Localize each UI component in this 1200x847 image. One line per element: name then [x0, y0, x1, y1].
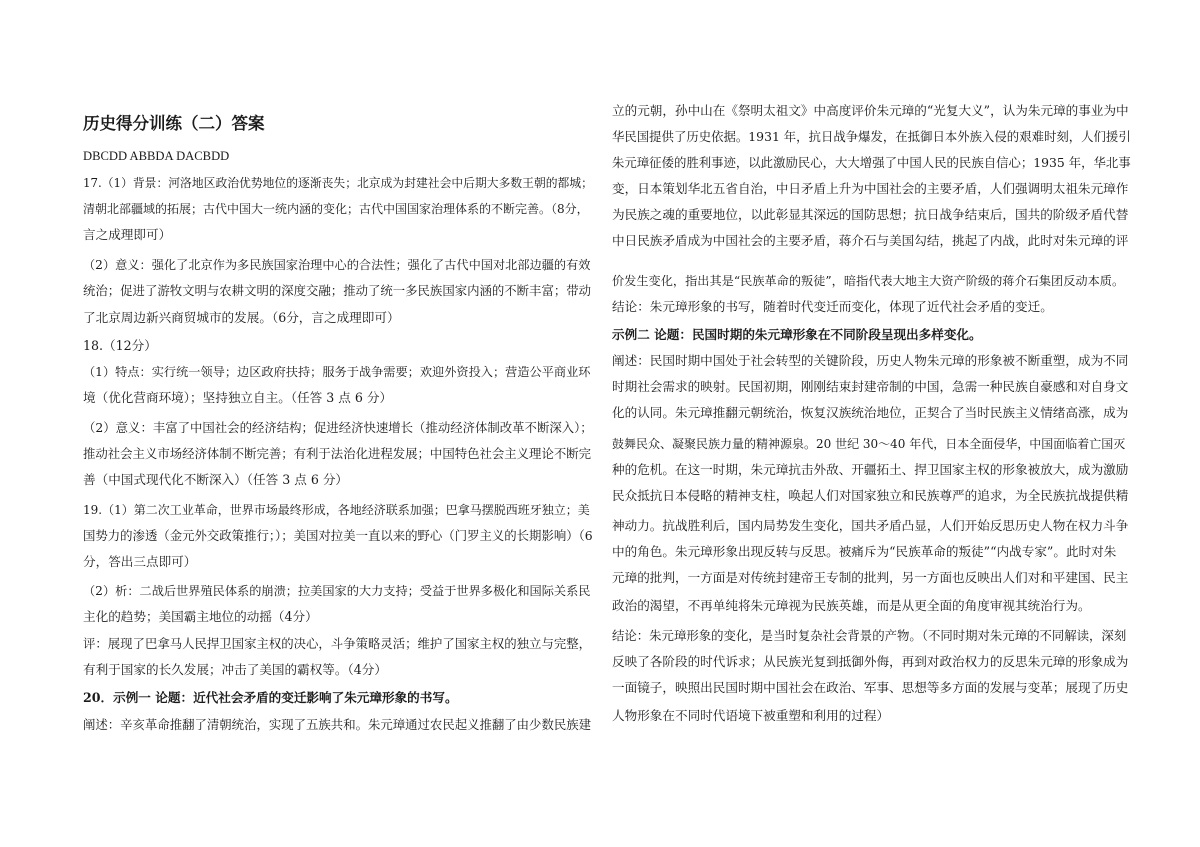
- text-line: （1）特点：实行统一领导；边区政府扶持；服务于战争需要；欢迎外资投入；营造公平商业环: [83, 365, 591, 379]
- text-line: 中的角色。朱元璋形象出现反转与反思。被痛斥为“民族革命的叛徒”“内战专家”。此时对朱: [612, 544, 1117, 559]
- text-line: （2）意义：强化了北京作为多民族国家治理中心的合法性；强化了古代中国对北部边疆的有效: [83, 258, 591, 272]
- text-line: 一面镜子，映照出民国时期中国社会在政治、军事、思想等多方面的发展与变革；展现了历史: [612, 680, 1129, 695]
- text-line: 朱元璋征倭的胜利事迹，以此激励民心，大大增强了中国人民的民族自信心；1935 年，华北事: [612, 155, 1131, 170]
- text-line: 鼓舞民众、凝聚民族力量的精神源泉。20 世纪 30～40 年代，日本全面侵华，中国面临着亡国灭: [612, 437, 1126, 451]
- page-title: 历史得分训练（二）答案: [83, 114, 265, 133]
- text-line: 变，日本策划华北五省自治，中日矛盾上升为中国社会的主要矛盾，人们强调明太祖朱元璋作: [612, 181, 1129, 196]
- text-line: 反映了各阶段的时代诉求；从民族光复到抵御外侮，再到对政治权力的反思朱元璋的形象成为: [612, 654, 1129, 669]
- text-line: 示例二 论题：民国时期的朱元璋形象在不同阶段呈现出多样变化。: [612, 327, 982, 342]
- text-line: 中日民族矛盾成为中国社会的主要矛盾，蒋介石与美国勾结，挑起了内战，此时对朱元璋的评: [612, 233, 1129, 248]
- text-line: 价发生变化，指出其是“民族革命的叛徒”，暗指代表大地主大资产阶级的蒋介石集团反动本质。: [612, 274, 1125, 288]
- text-line: 阐述：民国时期中国处于社会转型的关键阶段，历史人物朱元璋的形象被不断重塑，成为不同: [612, 353, 1129, 368]
- text-line: （2）析：二战后世界殖民体系的崩溃；拉美国家的大力支持；受益于世界多极化和国际关系民: [83, 584, 591, 598]
- text-line: 有利于国家的长久发展；冲击了美国的霸权等。（4分）: [83, 662, 387, 677]
- text-line: 主化的趋势；美国霸主地位的动摇（4分）: [83, 609, 318, 624]
- text-line: 清朝北部疆域的拓展；古代中国大一统内涵的变化；古代中国国家治理体系的不断完善。（8分，: [83, 202, 589, 216]
- text-line: 20．示例一 论题：近代社会矛盾的变迁影响了朱元璋形象的书写。: [83, 690, 458, 705]
- text-line: 18.（12分）: [83, 338, 157, 353]
- text-line: 善（中国式现代化不断深入）（任答 3 点 6 分）: [83, 472, 349, 487]
- text-line: 境（优化营商环境）；坚持独立自主。（任答 3 点 6 分）: [83, 390, 393, 405]
- text-line: 政治的渴望，不再单纯将朱元璋视为民族英雄，而是从更全面的角度审视其统治行为。: [612, 598, 1091, 613]
- text-line: 人物形象在不同时代语境下被重塑和利用的过程）: [612, 708, 890, 723]
- text-line: 神动力。抗战胜利后，国内局势发生变化，国共矛盾凸显，人们开始反思历史人物在权力斗争: [612, 518, 1129, 533]
- text-line: 17.（1）背景：河洛地区政治优势地位的逐渐丧失；北京成为封建社会中后期大多数王朝的都城；: [83, 176, 593, 190]
- text-line: 评：展现了巴拿马人民捍卫国家主权的决心，斗争策略灵活；维护了国家主权的独立与完整，: [83, 636, 592, 651]
- text-line: 化的认同。朱元璋推翻元朝统治，恢复汉族统治地位，正契合了当时民族主义情绪高涨，成为: [612, 405, 1129, 420]
- text-line: 元璋的批判，一方面是对传统封建帝王专制的批判，另一方面也反映出人们对和平建国、民主: [612, 570, 1129, 585]
- text-line: 结论：朱元璋形象的书写，随着时代变迁而变化，体现了近代社会矛盾的变迁。: [612, 299, 1053, 314]
- text-line: 19.（1）第二次工业革命，世界市场最终形成，各地经济联系加强；巴拿马摆脱西班牙独立；美: [83, 503, 590, 517]
- text-line: 时期社会需求的映射。民国初期，刚刚结束封建帝制的中国，急需一种民族自豪感和对自身文: [612, 379, 1129, 394]
- text-line: 国势力的渗透（金元外交政策推行；）；美国对拉美一直以来的野心（门罗主义的长期影响）（6: [83, 528, 593, 543]
- text-line: 阐述：辛亥革命推翻了清朝统治，实现了五族共和。朱元璋通过农民起义推翻了由少数民族建: [83, 717, 592, 732]
- text-line: 统治；促进了游牧文明与农耕文明的深度交融；推动了统一多民族国家内涵的不断丰富；带动: [83, 283, 592, 298]
- text-line: 言之成理即可）: [83, 227, 172, 242]
- text-line: 立的元朝，孙中山在《祭明太祖文》中高度评价朱元璋的“光复大义”，认为朱元璋的事业为中: [612, 103, 1129, 118]
- text-line: 推动社会主义市场经济体制不断完善；有利于法治化进程发展；中国特色社会主义理论不断完: [83, 446, 592, 461]
- text-line: 分，答出三点即可）: [83, 554, 197, 569]
- text-line: 华民国提供了历史依据。1931 年，抗日战争爆发，在抵御日本外族入侵的艰难时刻，人们援引: [612, 129, 1131, 144]
- text-line: （2）意义：丰富了中国社会的经济结构；促进经济快速增长（推动经济体制改革不断深入）；: [83, 420, 593, 435]
- multiple-choice-answers: DBCDD ABBDA DACBDD: [83, 149, 230, 163]
- text-line: 为民族之魂的重要地位，以此彰显其深远的国防思想；抗日战争结束后，国共的阶级矛盾代替: [612, 207, 1129, 222]
- text-line: 了北京周边新兴商贸城市的发展。（6分，言之成理即可）: [83, 310, 400, 325]
- text-line: 种的危机。在这一时期，朱元璋抗击外敌、开疆拓土、捍卫国家主权的形象被放大，成为激励: [612, 462, 1129, 477]
- text-line: 结论：朱元璋形象的变化，是当时复杂社会背景的产物。（不同时期对朱元璋的不同解读，深刻: [612, 628, 1127, 643]
- text-line: 民众抵抗日本侵略的精神支柱，唤起人们对国家独立和民族尊严的追求，为全民族抗战提供精: [612, 488, 1129, 503]
